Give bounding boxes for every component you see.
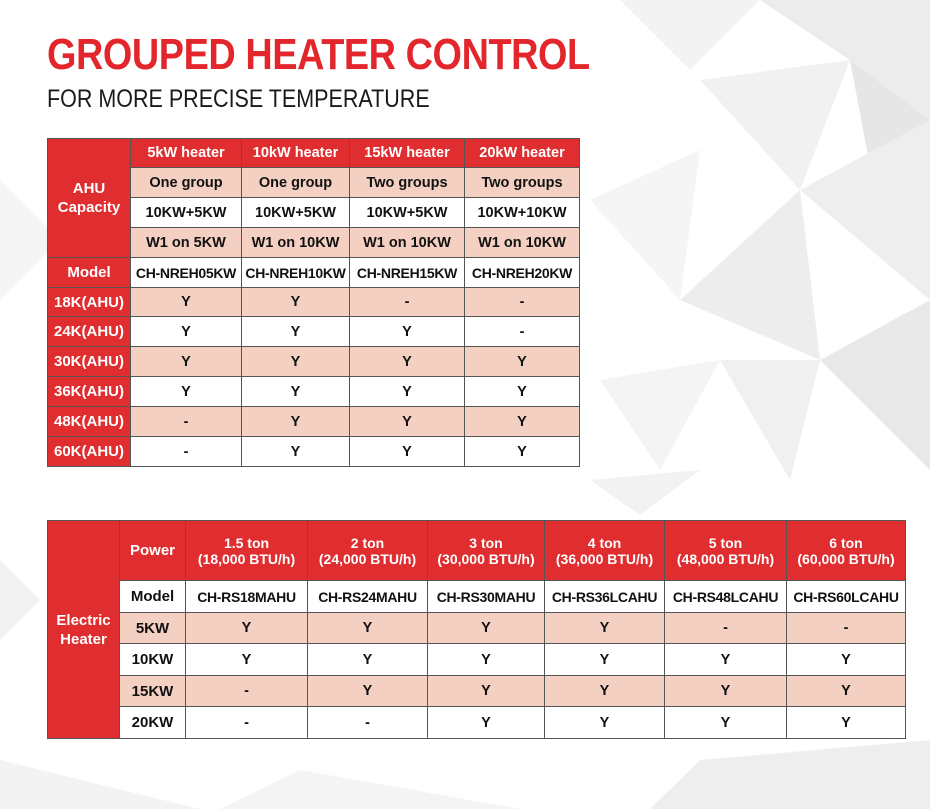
- heater-header: 20kW heater: [465, 139, 580, 168]
- value-cell: Y: [350, 377, 465, 407]
- model-cell: CH-NREH10KW: [242, 258, 350, 288]
- value-cell: Y: [428, 644, 545, 676]
- table-row: [48, 613, 906, 644]
- table-row: [48, 644, 906, 676]
- table-row: [48, 437, 580, 467]
- value-cell: -: [665, 613, 787, 644]
- heater-header: 5kW heater: [131, 139, 242, 168]
- value-cell: Y: [131, 347, 242, 377]
- value-cell: Y: [350, 347, 465, 377]
- value-cell: Y: [465, 377, 580, 407]
- value-cell: Y: [242, 347, 350, 377]
- page-subtitle: FOR MORE PRECISE TEMPERATURE: [47, 85, 430, 113]
- table-row: [48, 139, 580, 168]
- power-label: Power: [120, 521, 186, 581]
- table-row: [48, 347, 580, 377]
- model-cell: CH-RS30MAHU: [428, 581, 545, 613]
- value-cell: -: [131, 437, 242, 467]
- electric-heater-label: Electric Heater: [48, 521, 120, 739]
- model-cell: CH-RS48LCAHU: [665, 581, 787, 613]
- table-row: [48, 676, 906, 707]
- value-cell: Y: [428, 676, 545, 707]
- row-label: 60K(AHU): [48, 437, 131, 467]
- value-cell: Y: [465, 347, 580, 377]
- page-title: GROUPED HEATER CONTROL: [47, 30, 590, 79]
- model-label: Model: [48, 258, 131, 288]
- ton-header: 4 ton (36,000 BTU/h): [545, 521, 665, 581]
- value-cell: Y: [465, 437, 580, 467]
- model-cell: CH-NREH20KW: [465, 258, 580, 288]
- value-cell: Y: [242, 317, 350, 347]
- group-cell: One group: [242, 168, 350, 198]
- value-cell: Y: [242, 407, 350, 437]
- table-row: [48, 707, 906, 739]
- heater-header: 10kW heater: [242, 139, 350, 168]
- combo-cell: 10KW+5KW: [242, 198, 350, 228]
- value-cell: Y: [242, 288, 350, 317]
- value-cell: Y: [787, 676, 906, 707]
- model-cell: CH-RS24MAHU: [308, 581, 428, 613]
- value-cell: Y: [308, 644, 428, 676]
- value-cell: -: [350, 288, 465, 317]
- combo-cell: 10KW+10KW: [465, 198, 580, 228]
- model-cell: CH-RS60LCAHU: [787, 581, 906, 613]
- ahu-capacity-label: AHU Capacity: [48, 139, 131, 258]
- value-cell: Y: [428, 707, 545, 739]
- model-cell: CH-NREH05KW: [131, 258, 242, 288]
- value-cell: Y: [350, 437, 465, 467]
- value-cell: Y: [545, 676, 665, 707]
- value-cell: Y: [787, 707, 906, 739]
- value-cell: Y: [665, 676, 787, 707]
- value-cell: Y: [545, 613, 665, 644]
- ton-header: 1.5 ton (18,000 BTU/h): [186, 521, 308, 581]
- group-cell: Two groups: [350, 168, 465, 198]
- table-row: [48, 377, 580, 407]
- combo-cell: 10KW+5KW: [350, 198, 465, 228]
- w1-cell: W1 on 5KW: [131, 228, 242, 258]
- value-cell: Y: [350, 407, 465, 437]
- row-label: 36K(AHU): [48, 377, 131, 407]
- ton-header: 2 ton (24,000 BTU/h): [308, 521, 428, 581]
- model-label: Model: [120, 581, 186, 613]
- model-cell: CH-RS36LCAHU: [545, 581, 665, 613]
- table-row: [48, 288, 580, 317]
- electric-heater-table: [47, 520, 906, 739]
- value-cell: Y: [665, 707, 787, 739]
- value-cell: Y: [665, 644, 787, 676]
- row-label: 15KW: [120, 676, 186, 707]
- w1-cell: W1 on 10KW: [350, 228, 465, 258]
- value-cell: Y: [131, 377, 242, 407]
- row-label: 18K(AHU): [48, 288, 131, 317]
- value-cell: Y: [186, 613, 308, 644]
- table-row: [48, 407, 580, 437]
- ahu-capacity-table: [47, 138, 580, 467]
- value-cell: -: [787, 613, 906, 644]
- w1-cell: W1 on 10KW: [242, 228, 350, 258]
- value-cell: -: [131, 407, 242, 437]
- w1-cell: W1 on 10KW: [465, 228, 580, 258]
- value-cell: Y: [308, 613, 428, 644]
- row-label: 24K(AHU): [48, 317, 131, 347]
- heater-header: 15kW heater: [350, 139, 465, 168]
- value-cell: Y: [186, 644, 308, 676]
- ton-header: 3 ton (30,000 BTU/h): [428, 521, 545, 581]
- ton-header: 6 ton (60,000 BTU/h): [787, 521, 906, 581]
- value-cell: Y: [545, 707, 665, 739]
- group-cell: Two groups: [465, 168, 580, 198]
- value-cell: Y: [131, 317, 242, 347]
- row-label: 30K(AHU): [48, 347, 131, 377]
- value-cell: Y: [242, 437, 350, 467]
- value-cell: -: [186, 707, 308, 739]
- value-cell: Y: [787, 644, 906, 676]
- row-label: 10KW: [120, 644, 186, 676]
- row-label: 20KW: [120, 707, 186, 739]
- value-cell: -: [465, 288, 580, 317]
- value-cell: Y: [545, 644, 665, 676]
- row-label: 48K(AHU): [48, 407, 131, 437]
- table-row: [48, 317, 580, 347]
- row-label: 5KW: [120, 613, 186, 644]
- value-cell: Y: [308, 676, 428, 707]
- value-cell: Y: [131, 288, 242, 317]
- value-cell: Y: [465, 407, 580, 437]
- table-row: [48, 258, 580, 288]
- model-cell: CH-RS18MAHU: [186, 581, 308, 613]
- value-cell: Y: [350, 317, 465, 347]
- table-row: [48, 521, 906, 581]
- value-cell: -: [186, 676, 308, 707]
- value-cell: -: [465, 317, 580, 347]
- group-cell: One group: [131, 168, 242, 198]
- ton-header: 5 ton (48,000 BTU/h): [665, 521, 787, 581]
- combo-cell: 10KW+5KW: [131, 198, 242, 228]
- model-cell: CH-NREH15KW: [350, 258, 465, 288]
- value-cell: Y: [428, 613, 545, 644]
- value-cell: Y: [242, 377, 350, 407]
- value-cell: -: [308, 707, 428, 739]
- table-row: [48, 581, 906, 613]
